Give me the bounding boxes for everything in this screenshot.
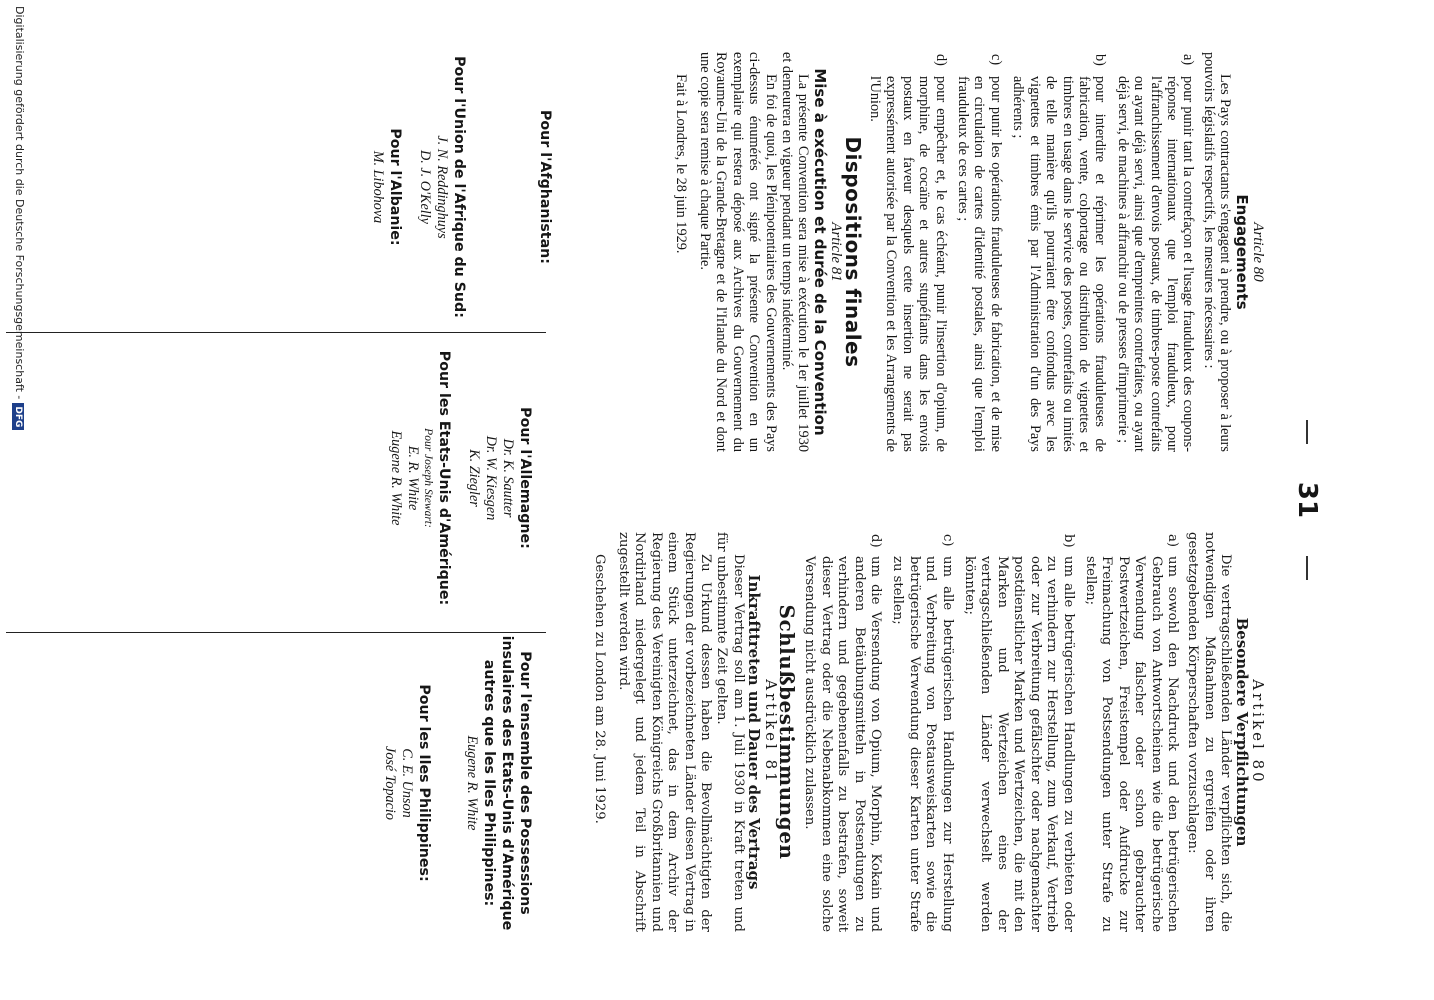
signer-ziegler: K. Ziegler (466, 449, 482, 507)
french-column (672, 52, 1266, 452)
de-article80-title: Besondere Verpflichtungen (1232, 617, 1251, 847)
digitization-footer (6, 6, 26, 996)
page-header (1282, 0, 1322, 1000)
fr-done-at: Fait à Londres, le 28 juin 1929. (672, 74, 689, 254)
de-article81-subtitle: Inkrafttreten und Dauer des Vertrags (745, 574, 764, 890)
fr-article81-subtitle: Mise à exécution et durée de la Convention (810, 68, 829, 436)
country-albania: Pour l'Albanie: (387, 128, 403, 246)
de-done-at: Geschehen zu London am 28. Juni 1929. (591, 554, 607, 824)
fr-article81-p1: La présente Convention sera mise à exécution le 1er juillet 1930 et demeurera en vigueur pendant un temps indéterminé. (779, 52, 812, 452)
country-germany: Pour l'Allemagne: (517, 407, 533, 549)
header-dash-left (1306, 420, 1308, 444)
signer-eugene-white-2: Eugene R. White (464, 735, 480, 831)
de-item-b: b) um alle betrügerischen Handlungen zu verbieten oder zu verhindern zur Herstellung, zum Verkauf, Vertrieb oder zur Verbreitung gefälschter oder nachgemachter postdienstlicher Marken und Wertzeichen, die mit den Marken und Wertzeichen eines der vertragschließenden Länder verwechselt werden könnten; (962, 534, 1076, 932)
fr-article80-intro: Les Pays contractants s'engagent à prendre, ou à proposer à leurs pouvoirs législatifs respectifs, les mesures nécessaires : (1200, 52, 1234, 452)
country-us-possessions: Pour l'ensemble des Possessions insulaires des Etats-Unis d'Amérique autres que les Iles Philippines: (481, 635, 533, 931)
fr-article81-heading: Article 81 (828, 222, 845, 282)
signer-er-white: E. R. White (405, 445, 421, 511)
signatures-column-2 (6, 332, 546, 623)
signer-eugene-white: Eugene R. White (388, 430, 404, 526)
fr-final-title: Dispositions finales (840, 136, 865, 368)
country-afghanistan: Pour l'Afghanistan: (537, 110, 553, 264)
fr-article81-p2: En foi de quoi, les Plénipotentiaires des Gouvernements des Pays ci-dessus énumérés ont signé la présente Convention en un exemplaire qui restera déposé aux Archives du Gouvernement du Royaume-Uni de la Grande-Bretagne et de l'Irlande du Nord et dont une copie sera remise à chaque Partie. (697, 52, 779, 452)
signer-libohova: M. Libohova (370, 150, 386, 224)
de-article81-p1: Dieser Vertrag soll am 1. Juli 1930 in Kraft treten und für unbestimmte Zeit gelten. (714, 532, 746, 932)
signer-okelly: D. J. O'Kelly (417, 150, 433, 224)
signer-unson: C. E. Unson (399, 748, 415, 818)
page-number: 31 (1292, 481, 1322, 519)
signer-note-stewart: Pour Joseph Stewart: (422, 428, 434, 528)
de-article80-heading: Artikel 80 (1249, 679, 1267, 785)
de-item-c: c) um alle betrügerischen Handlungen zur Herstellung und Verbreitung von Postausweiskarten sowie die betrügerische Verwendung dieser Karten unter Strafe zu stellen; (890, 534, 955, 932)
signer-topacio: José Topacio (382, 746, 398, 820)
de-item-d: d) um die Versendung von Opium, Morphin, Kokain und anderen Betäubungsmitteln in Postsendungen zu verhindern und gegebenenfalls zu bestrafen, soweit dieser Vertrag oder die Nebenabkommen eine solche Versendung nicht ausdrücklich zulassen. (802, 534, 884, 932)
signatures-column-3 (6, 632, 546, 933)
fr-item-c: c) pour punir les opérations frauduleuses de fabrication, et de mise en circulation de cartes d'identité postales, ainsi que l'emploi frauduleux de ces cartes ; (955, 54, 1004, 452)
de-final-title: Schlußbestimmungen (775, 604, 800, 860)
de-item-a: a) um sowohl den Nachdruck und den betrügerischen Gebrauch von Antwortscheinen wie die betrügerische Verwendung falscher oder schon gebrauchter Postwertzeichen, Freistempel oder Aufdrucke zur Freimachung von Postsendungen unter Strafe zu stellen; (1082, 534, 1180, 932)
signer-kiesgen: Dr. W. Kiesgen (483, 435, 499, 521)
dfg-logo-icon: DFG (12, 403, 24, 430)
de-article81-p2: Zu Urkund dessen haben die Bevollmächtigten der Regierungen der vorbezeichneten Länder diesen Vertrag in einem Stück unterzeichnet, das in dem Archiv der Regierung des Vereinigten Königreichs Großbritannien und Nordirland niedergelegt und jedem Teil in Abschrift zugestellt werden wird. (615, 532, 713, 932)
fr-item-b: b) pour interdire et réprimer les opérations frauduleuses de fabrication, vente, colportage ou distribution de vignettes et timbres en usage dans le service des postes, contrefaits ou imités de telle manière qu'ils pourraient être confondus avec les vignettes et timbres émis par l'Administration d'un des Pays adhérents ; (1010, 54, 1109, 452)
footer-text: Digitalisierung gefördert durch die Deutsche Forschungsgemeinschaft - (13, 6, 26, 400)
fr-item-d: d) pour empêcher et, le cas échéant, punir l'insertion d'opium, de morphine, de cocaïne et autres stupéfiants dans les envois postaux en faveur desquels cette insertion ne serait pas expressément autorisée par la Convention et les Arrangements de l'Union. (867, 54, 949, 452)
fr-item-a: a) pour punir tant la contrefaçon et l'usage frauduleux des coupons-réponse internationaux que l'emploi frauduleux, pour l'affranchissement d'envois postaux, de timbres-poste contrefaits ou ayant déjà servi, ainsi que d'empreintes contrefaites, ou ayant déjà servi, de machines à affranchir ou de presses d'imprimerie ; (1114, 54, 1197, 452)
country-united-states: Pour les Etats-Unis d'Amérique: (436, 350, 452, 606)
fr-article80-heading: Article 80 (1250, 222, 1266, 282)
german-column (590, 532, 1266, 932)
signatures-column-1 (369, 52, 566, 322)
signer-reddinghuys: J. N. Reddinghuys (434, 135, 450, 239)
de-article80-intro: Die vertragschließenden Länder verpflichten sich, die notwendigen Maßnahmen zu ergreifen oder ihren gesetzgebenden Körperschaften vorzuschlagen: (1185, 532, 1234, 932)
header-dash-right (1306, 556, 1308, 580)
de-article81-heading: Artikel 81 (761, 679, 780, 785)
country-philippines: Pour les Iles Philippines: (416, 684, 432, 882)
signer-sautter: Dr. K. Sautter (500, 438, 516, 518)
fr-article80-title: Engagements (1232, 194, 1251, 310)
signatures-block (146, 52, 566, 952)
country-south-africa: Pour l'Union de l'Afrique du Sud: (451, 56, 467, 318)
